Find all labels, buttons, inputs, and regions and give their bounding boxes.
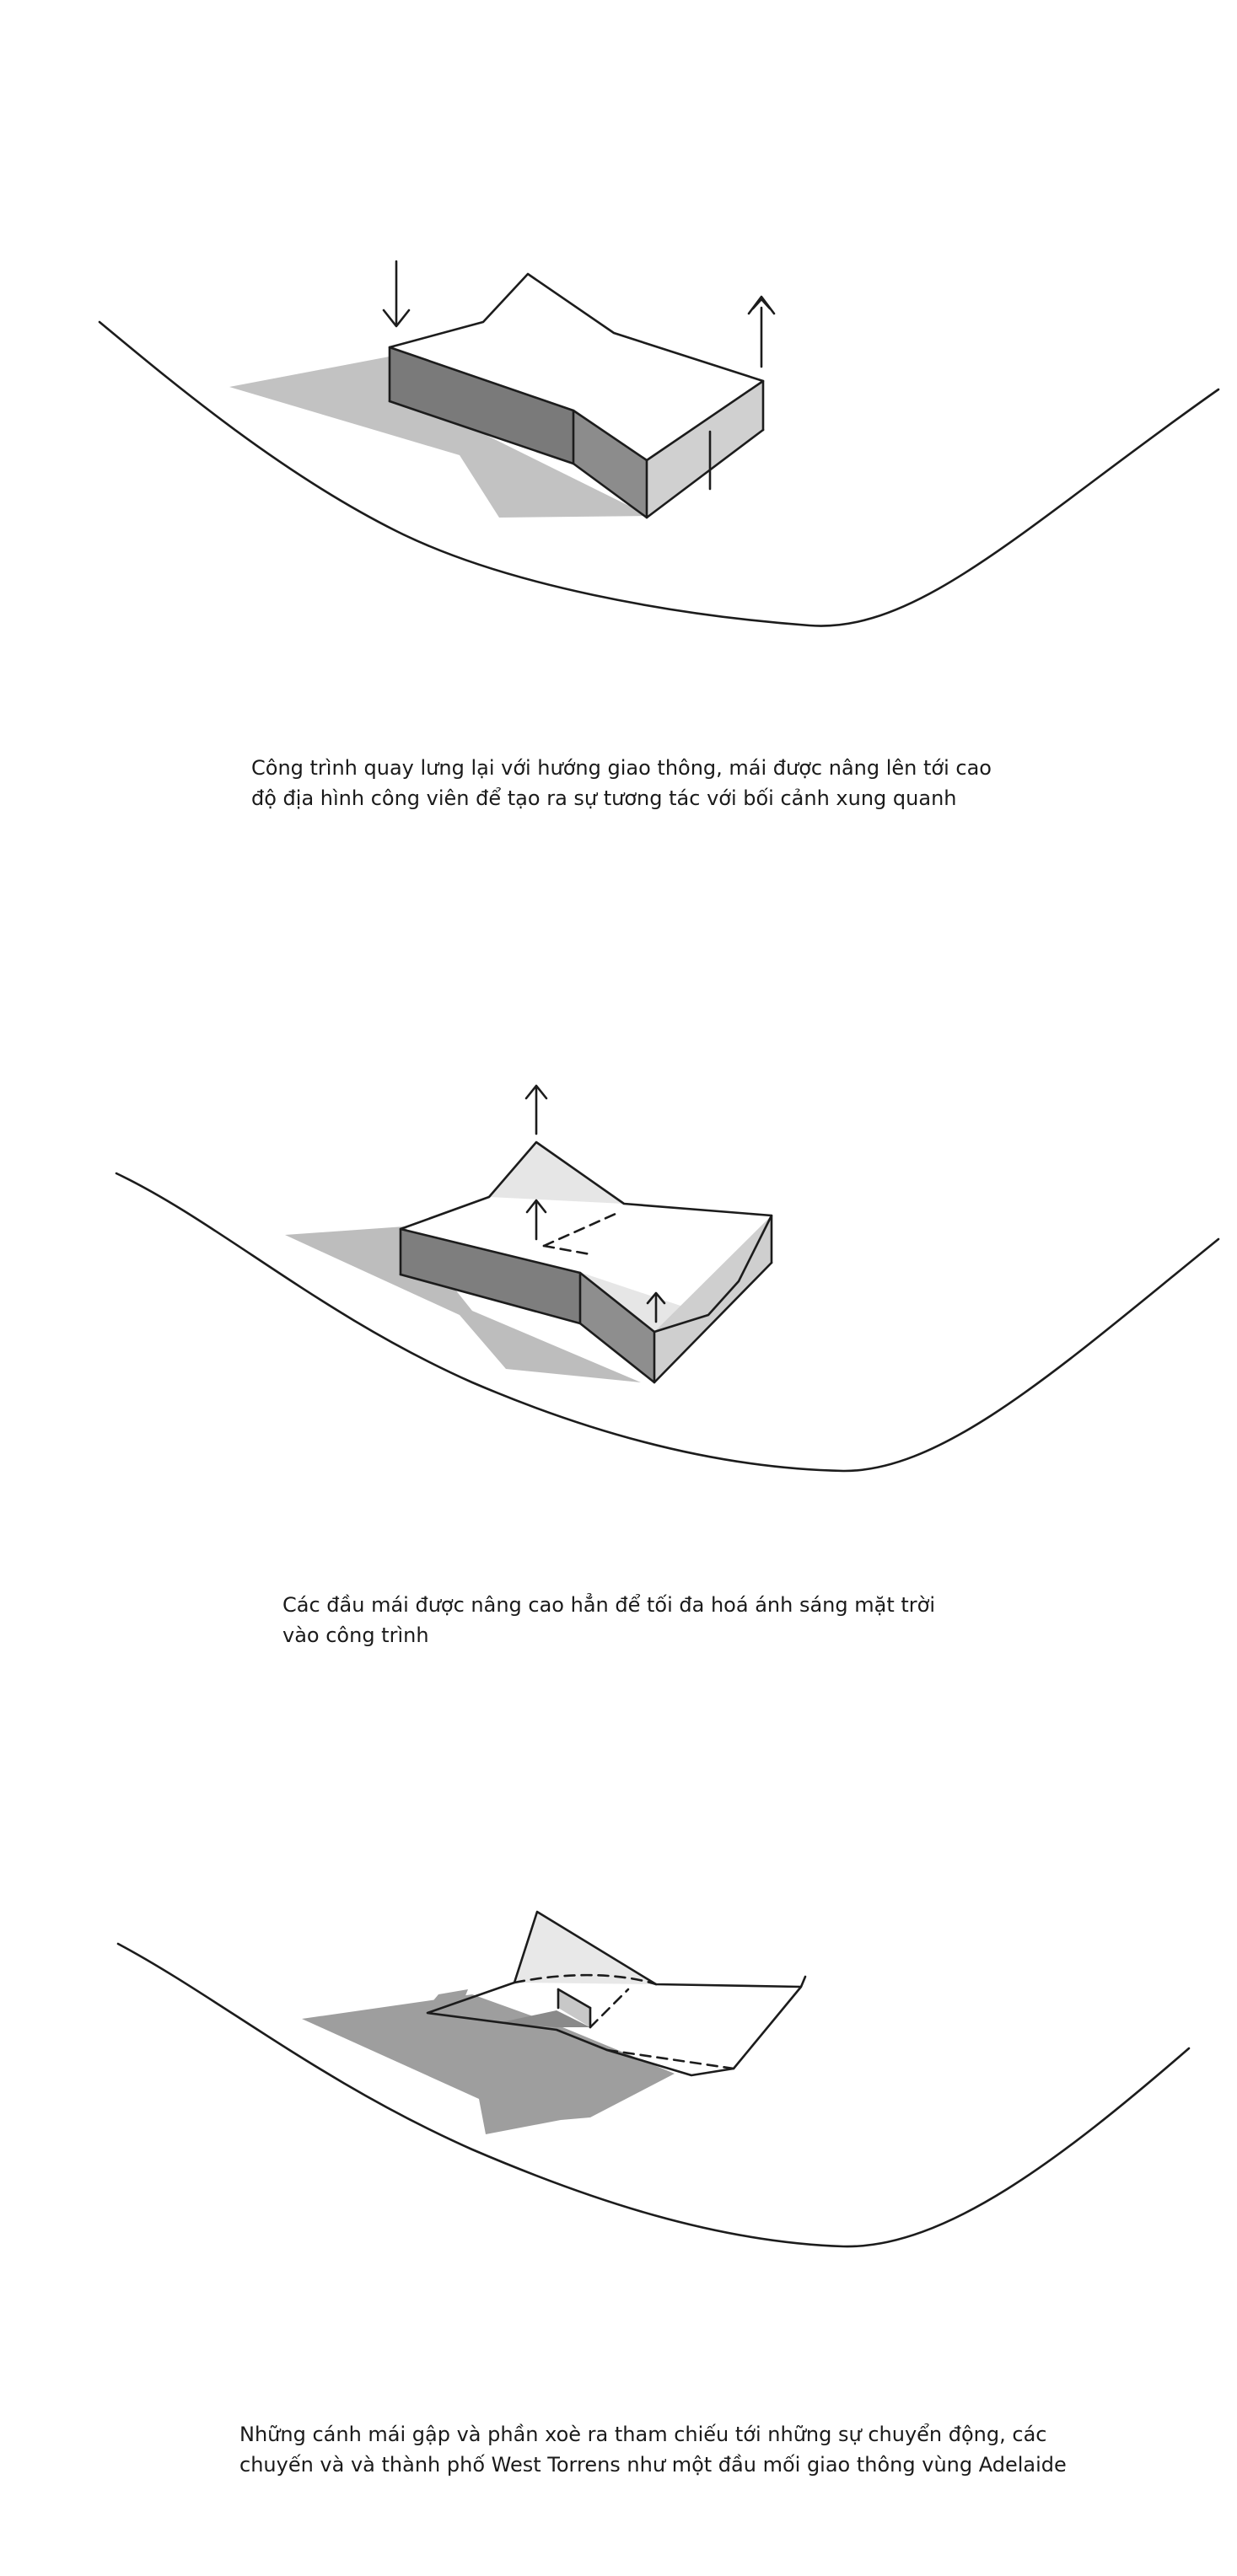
- arrow-up-icon: [526, 1086, 546, 1134]
- caption-line: Những cánh mái gập và phần xoè ra tham chiếu tới những sự chuyển động, các: [239, 2423, 1047, 2446]
- wall-dark: [401, 1229, 580, 1323]
- sketch-1-drawing: [0, 0, 1237, 843]
- fold-dashed-line: [590, 1989, 628, 2027]
- caption-line: Công trình quay lưng lại với hướng giao thông, mái được nâng lên tới cao: [251, 756, 992, 780]
- caption-line: vào công trình: [282, 1623, 429, 1647]
- arrow-down-icon: [384, 261, 409, 326]
- caption-panel-3: [239, 2419, 1067, 2480]
- sketch-panel-1: [0, 0, 1237, 843]
- arrow-up-icon: [749, 297, 774, 367]
- caption-line: Các đầu mái được nâng cao hẳn để tối đa hoá ánh sáng mặt trời: [282, 1593, 935, 1617]
- roof-raised-fan: [514, 1912, 656, 1984]
- arrow-up-icon: [527, 1200, 546, 1239]
- wall-light: [654, 1216, 772, 1382]
- sketch-2-drawing: [0, 843, 1237, 1686]
- sketch-panel-2: [0, 843, 1237, 1686]
- caption-line: độ địa hình công viên để tạo ra sự tương tác với bối cảnh xung quanh: [251, 786, 957, 810]
- fold-dashed-line: [544, 1246, 590, 1254]
- caption-panel-1: [251, 753, 992, 813]
- fold-dashed-line: [544, 1214, 616, 1246]
- caption-line: chuyến và và thành phố West Torrens như một đầu mối giao thông vùng Adelaide: [239, 2453, 1067, 2477]
- terrain-line: [118, 1944, 1189, 2246]
- sketch-panel-3: [0, 1686, 1237, 2576]
- building-shadow: [302, 1994, 675, 2134]
- caption-panel-2: [282, 1590, 935, 1650]
